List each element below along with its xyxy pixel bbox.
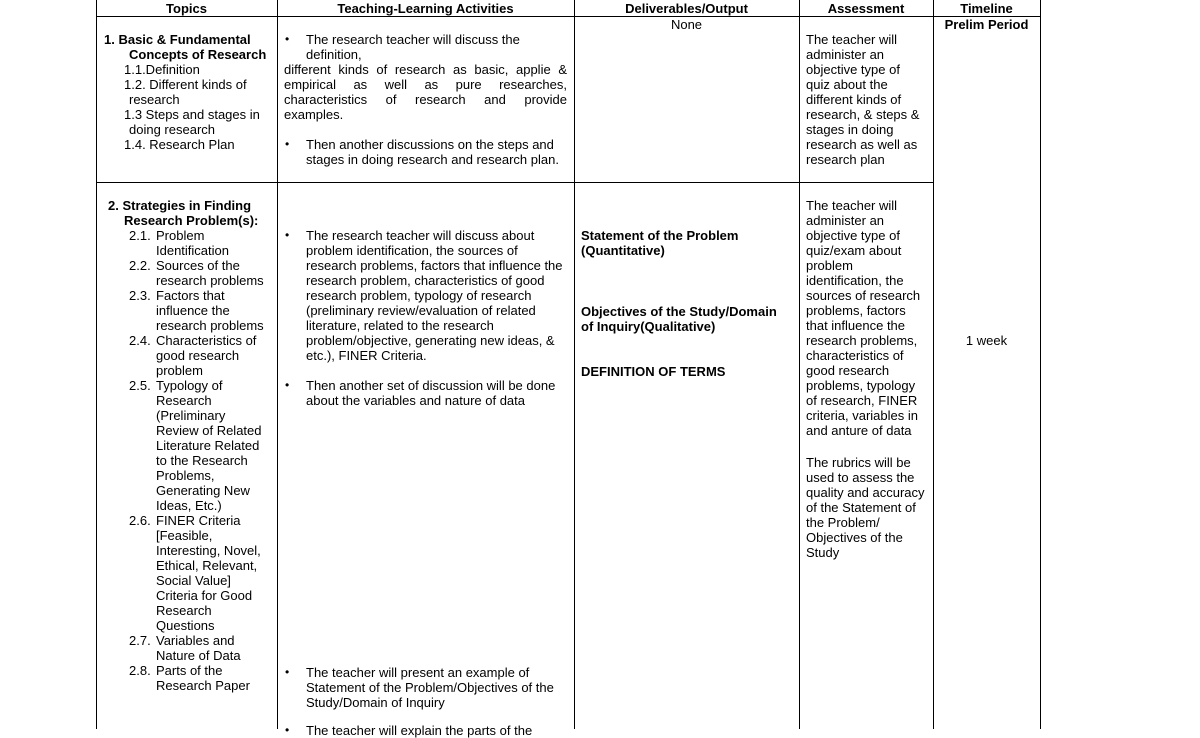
activity-line: The teacher will present an example of (306, 665, 530, 680)
subtopic-line: Interesting, Novel, (156, 543, 261, 558)
subtopic-number: 2.6. (129, 513, 151, 528)
table-border-right (1040, 0, 1041, 729)
header-assessment: Assessment (827, 1, 905, 16)
row1-activity2-line: stages in doing research and research plan. (306, 152, 559, 167)
table-border-left (96, 0, 97, 729)
header-row-divider (96, 16, 1041, 17)
assessment-line: and anture of data (806, 423, 912, 438)
row2-topic-title: 2. Strategies in Finding (108, 198, 252, 213)
assessment-line: The teacher will (806, 198, 898, 213)
activity-line: about the variables and nature of data (306, 393, 525, 408)
row2-assessment-quiz (806, 198, 920, 438)
bullet-icon: • (285, 665, 290, 679)
subtopic-line: Social Value] (156, 573, 231, 588)
subtopic-line: Factors that (156, 288, 225, 303)
assessment-line: problems, factors (806, 303, 906, 318)
assessment-line: stages in doing (806, 122, 894, 137)
row1-deliverable: None (670, 17, 703, 32)
assessment-line: The teacher will (806, 32, 898, 47)
subtopic-line: Ethical, Relevant, (156, 558, 258, 573)
assessment-line: quality and accuracy (806, 485, 925, 500)
subtopic-line: Sources of the (156, 258, 240, 273)
subtopic-line: Characteristics of (156, 333, 257, 348)
row-divider (96, 182, 933, 183)
row2-deliverable-objectives (581, 304, 777, 334)
activity-line: Then another set of discussion will be done (306, 378, 556, 393)
row1-activity2-line: Then another discussions on the steps and (306, 137, 554, 152)
activity-line: Study/Domain of Inquiry (306, 695, 445, 710)
assessment-line: of the Statement of (806, 500, 916, 515)
subtopic-line: Ideas, Etc.) (156, 498, 222, 513)
assessment-line: identification, the (806, 273, 904, 288)
assessment-line: Objectives of the (806, 530, 903, 545)
subtopic-line: research problems (156, 273, 264, 288)
activity-line: literature, related to the research (306, 318, 494, 333)
activity-line: (preliminary review/evaluation of related (306, 303, 536, 318)
subtopic-line: Typology of (156, 378, 223, 393)
subtopic-line: Generating New (156, 483, 250, 498)
deliverable-line: (Quantitative) (581, 243, 665, 258)
row1-assessment (806, 32, 919, 167)
assessment-line: administer an (806, 213, 885, 228)
activity-line: Statement of the Problem/Objectives of the (306, 680, 554, 695)
assessment-line: problem (806, 258, 853, 273)
assessment-line: research as well as (806, 137, 918, 152)
subtopic-line: Research Paper (156, 678, 250, 693)
assessment-line: research plan (806, 152, 885, 167)
row2-deliverable-definition: DEFINITION OF TERMS (581, 364, 726, 379)
row2-activity4-partial: The teacher will explain the parts of the (306, 723, 533, 738)
subtopic-number: 2.7. (129, 633, 151, 648)
subtopic-line: research problems (156, 318, 264, 333)
activity-line: problem/objective, generating new ideas, & (306, 333, 555, 348)
table-divider-2 (574, 0, 575, 729)
assessment-line: research, & steps & (806, 107, 920, 122)
bullet-icon: • (285, 137, 290, 151)
subtopic-line: influence the (156, 303, 230, 318)
row1-topic-title-cont: Concepts of Research (129, 47, 267, 62)
row2-deliverable-statement (581, 228, 738, 258)
row1-subtopic: 1.1.Definition (124, 62, 200, 77)
subtopic-line: Review of Related (156, 423, 262, 438)
table-divider-4 (933, 0, 934, 729)
activity-line: The research teacher will discuss about (306, 228, 535, 243)
subtopic-line: Research (156, 603, 212, 618)
bullet-icon: • (285, 723, 290, 737)
row1-subtopic: doing research (129, 122, 215, 137)
row1-subtopic: 1.2. Different kinds of (124, 77, 247, 92)
subtopic-line: Questions (156, 618, 215, 633)
header-deliverables: Deliverables/Output (625, 1, 748, 16)
subtopic-number: 2.3. (129, 288, 151, 303)
row1-topic-title: 1. Basic & Fundamental (104, 32, 251, 47)
header-topics: Topics (166, 1, 207, 16)
timeline-duration: 1 week (965, 333, 1008, 348)
row1-activity-paragraph: different kinds of research as basic, applie & empirical as well as pure researches, characteristics of research and provide examples. (284, 62, 567, 122)
assessment-line: objective type of (806, 62, 900, 77)
subtopic-line: good research (156, 348, 240, 363)
activity-line: etc.), FINER Criteria. (306, 348, 427, 363)
header-activities: Teaching-Learning Activities (337, 1, 514, 16)
subtopic-line: (Preliminary (156, 408, 226, 423)
table-divider-1 (277, 0, 278, 729)
deliverable-line: of Inquiry(Qualitative) (581, 319, 716, 334)
bullet-icon: • (285, 32, 290, 46)
deliverable-line: Objectives of the Study/Domain (581, 304, 777, 319)
assessment-line: the Problem/ (806, 515, 880, 530)
subtopic-line: Nature of Data (156, 648, 241, 663)
subtopic-number: 2.2. (129, 258, 151, 273)
activity-line: research problem, characteristics of good (306, 273, 545, 288)
assessment-line: research problems, (806, 333, 918, 348)
row1-activity-line: The research teacher will discuss the (306, 32, 520, 47)
activity-line: research problem, typology of research (306, 288, 532, 303)
header-timeline: Timeline (960, 1, 1013, 16)
row1-activity-line: definition, (306, 47, 362, 62)
assessment-line: used to assess the (806, 470, 915, 485)
row2-activity1 (306, 228, 563, 363)
row1-subtopic: 1.3 Steps and stages in (124, 107, 260, 122)
subtopic-line: Parts of the (156, 663, 223, 678)
subtopic-line: [Feasible, (156, 528, 213, 543)
subtopic-line: Identification (156, 243, 229, 258)
timeline-period: Prelim Period (944, 17, 1029, 32)
assessment-line: different kinds of (806, 92, 902, 107)
assessment-line: The rubrics will be (806, 455, 911, 470)
subtopic-line: FINER Criteria (156, 513, 241, 528)
assessment-line: Study (806, 545, 840, 560)
activity-line: problem identification, the sources of (306, 243, 518, 258)
assessment-line: sources of research (806, 288, 921, 303)
bullet-icon: • (285, 228, 290, 242)
assessment-line: quiz about the (806, 77, 888, 92)
row2-assessment-rubrics (806, 455, 925, 560)
subtopic-line: to the Research (156, 453, 248, 468)
assessment-line: good research (806, 363, 890, 378)
subtopic-number: 2.1. (129, 228, 151, 243)
subtopic-line: Problems, (156, 468, 215, 483)
row1-subtopic: research (129, 92, 180, 107)
subtopic-line: problem (156, 363, 203, 378)
assessment-line: of research, FINER (806, 393, 918, 408)
assessment-line: characteristics of (806, 348, 904, 363)
activity-line: research problems, factors that influence the (306, 258, 563, 273)
row2-topic-title-cont: Research Problem(s): (124, 213, 259, 228)
assessment-line: that influence the (806, 318, 906, 333)
subtopic-line: Variables and (156, 633, 235, 648)
row2-activity2 (306, 378, 555, 408)
subtopic-line: Literature Related (156, 438, 260, 453)
assessment-line: administer an (806, 47, 885, 62)
assessment-line: quiz/exam about (806, 243, 902, 258)
subtopic-line: Research (156, 393, 212, 408)
table-divider-3 (799, 0, 800, 729)
subtopic-number: 2.5. (129, 378, 151, 393)
subtopic-number: 2.8. (129, 663, 151, 678)
row1-subtopic: 1.4. Research Plan (124, 137, 235, 152)
row2-activity3 (306, 665, 554, 710)
subtopic-number: 2.4. (129, 333, 151, 348)
assessment-line: criteria, variables in (806, 408, 918, 423)
assessment-line: problems, typology (806, 378, 916, 393)
bullet-icon: • (285, 378, 290, 392)
subtopic-line: Problem (156, 228, 205, 243)
subtopic-line: Criteria for Good (156, 588, 253, 603)
assessment-line: objective type of (806, 228, 900, 243)
deliverable-line: Statement of the Problem (581, 228, 739, 243)
